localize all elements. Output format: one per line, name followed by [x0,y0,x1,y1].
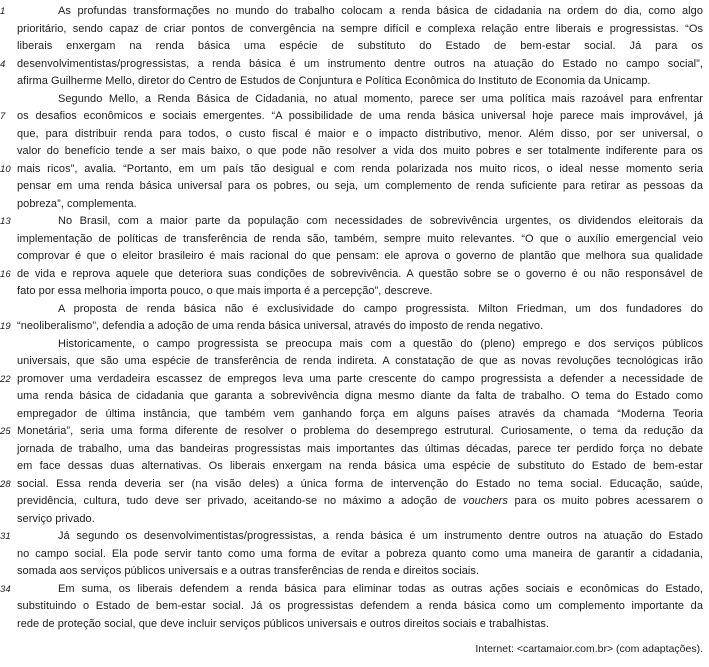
line-number: 19 [0,321,11,332]
line-number: 16 [0,268,11,280]
line-number: 1 [0,6,6,17]
line-number: 25 [0,426,11,437]
line-number: 4 [0,58,6,70]
text-line: implementação de políticas de transferência de renda são, também, sempre muito relevantes. “O que o auxílio emergencial veio [17,232,703,245]
text-line: 19 “neoliberalismo”, defendia a adoção de uma renda básica universal, através do imposto de renda negativo. [0,318,703,336]
source-citation: Internet: <cartamaior.com.br> (com adaptações). [475,643,703,655]
text-line: fato por essa melhoria importa pouco, o que mais importa é a percepção”, descreve. [17,285,433,297]
text-line: 31 Já segundo os desenvolvimentistas/progressistas, a renda básica é um instrumento dentre outros na atuação do Estado [0,528,703,546]
reading-passage [0,3,703,633]
text-line: liberais enxergam na renda básica uma espécie de substituto do Estado de bem-estar social. Já para os [17,40,703,52]
text-line: serviço privado. [17,512,95,525]
text-line: comprovar é que o eleitor brasileiro é mais racional do que pensam: ele aprova o governo de plantão que melhora sua qualidade [17,250,703,262]
text-line: substituindo o Estado de bem-estar social. Já os progressistas defendem a renda básica como um complemento importante da [17,600,703,612]
text-line: 28 social. Essa renda deveria ser (na visão deles) a única forma de intervenção do Estado no tema social. Educação, saúde, [0,476,703,494]
text-line: jornada de trabalho, uma das bandeiras progressistas mais importantes das últimas décadas, parece ter perdido força no debate [17,442,703,455]
line-number: 13 [0,216,11,227]
text-line: rede de proteção social, que deve incluir serviços públicos universais e outros direitos sociais e trabalhistas. [17,617,550,630]
line-number: 31 [0,531,11,542]
text-line: 16 de vida e reprova aquele que deteriora suas condições de sobrevivência. A questão sobre se o governo é ou não responsável de [0,266,703,284]
text-line: prioritário, sendo capaz de criar pontos de convergência na sempre difícil e complexa relação entre liberais e progressistas. “Os [17,22,703,35]
line-number: 28 [0,478,11,490]
text-line: 7 os desafios econômicos e sociais emergentes. “A possibilidade de uma renda básica universal hoje parece mais improvável, já [0,108,703,126]
text-line: 1 As profundas transformações no mundo do trabalho colocam a renda básica de cidadania na ordem do dia, como algo [0,3,703,21]
text-line: 13 No Brasil, com a maior parte da população com necessidades de sobrevivência urgentes, os dividendos eleitorais da [0,213,703,231]
text-line: somada aos serviços públicos universais e a outras transferências de renda e direitos sociais. [17,565,480,577]
text-line: Historicamente, o campo progressista se preocupa mais com a questão do (pleno) emprego e dos serviços públicos [58,337,703,350]
text-line: previdência, cultura, tudo deve ser privado, aceitando-se no máximo a adoção de vouchers para os muito pobres acessarem o [17,495,703,507]
text-line: pensar em uma renda básica universal para os pobres, ou seja, um complemento de renda suficiente para retirar as pessoas da [17,180,703,192]
line-number: 22 [0,373,11,385]
line-number: 34 [0,583,11,595]
text-line: universais, que são uma espécie de transferência de renda indireta. A constatação de que as novas revoluções tecnológicas irão [17,355,703,367]
text-line: 34 Em suma, os liberais defendem a renda básica para eliminar todas as outras ações sociais e econômicas do Estado, [0,581,703,599]
line-number: 7 [0,111,6,122]
text-line: afirma Guilherme Mello, diretor do Centro de Estudos de Conjuntura e Política Econômica do Instituto de Economia da Unicamp. [17,75,651,87]
text-line: A proposta de renda básica não é exclusividade do campo progressista. Milton Friedman, um dos fundadores do [58,302,703,315]
line-number: 10 [0,163,11,175]
text-line: Segundo Mello, a Renda Básica de Cidadania, no atual momento, parece ser uma política mais razoável para enfrentar [58,92,703,105]
text-line: valor do benefício tende a ser mais baixo, o que pode não resolver a vida dos muito pobres e ser totalmente indiferente para os [17,145,703,157]
text-line: pobreza”, complementa. [17,197,137,210]
text-line: no campo social. Ela pode servir tanto como uma forma de evitar a pobreza quanto como uma maneira de garantir a cidadania, [17,547,703,560]
text-line: 4 desenvolvimentistas/progressistas, a renda básica é um instrumento dentre outros na atuação do Estado no campo social”, [0,56,703,74]
text-line: uma renda básica de cidadania que garanta a sobrevivência digna mesmo diante da falta de trabalho. O tema do Estado como [17,390,703,402]
text-line: 10 mais ricos”, avalia. “Portanto, em um país tão desigual e com renda polarizada nos muito ricos, o ideal nesse momento seria [0,161,703,179]
text-line: que, para distribuir renda para todos, o custo fiscal é maior e o impacto distributivo, menor. Além disso, por ser universal, o [17,127,703,140]
text-line: 25 Monetária”, seria uma forma diferente de resolver o problema do desemprego estrutural. Curiosamente, o tema da redução da [0,423,703,441]
text-line: 22 promover uma verdadeira escassez de empregos leva uma parte crescente do campo progressista a defender a necessidade de [0,371,703,389]
text-line: empregador de última instância, que também vem ganhando força em alguns países através da chamada “Moderna Teoria [17,407,703,420]
text-line: em face dessas duas alternativas. Os liberais enxergam na renda básica uma espécie de substituto do Estado de bem-estar [17,460,703,472]
